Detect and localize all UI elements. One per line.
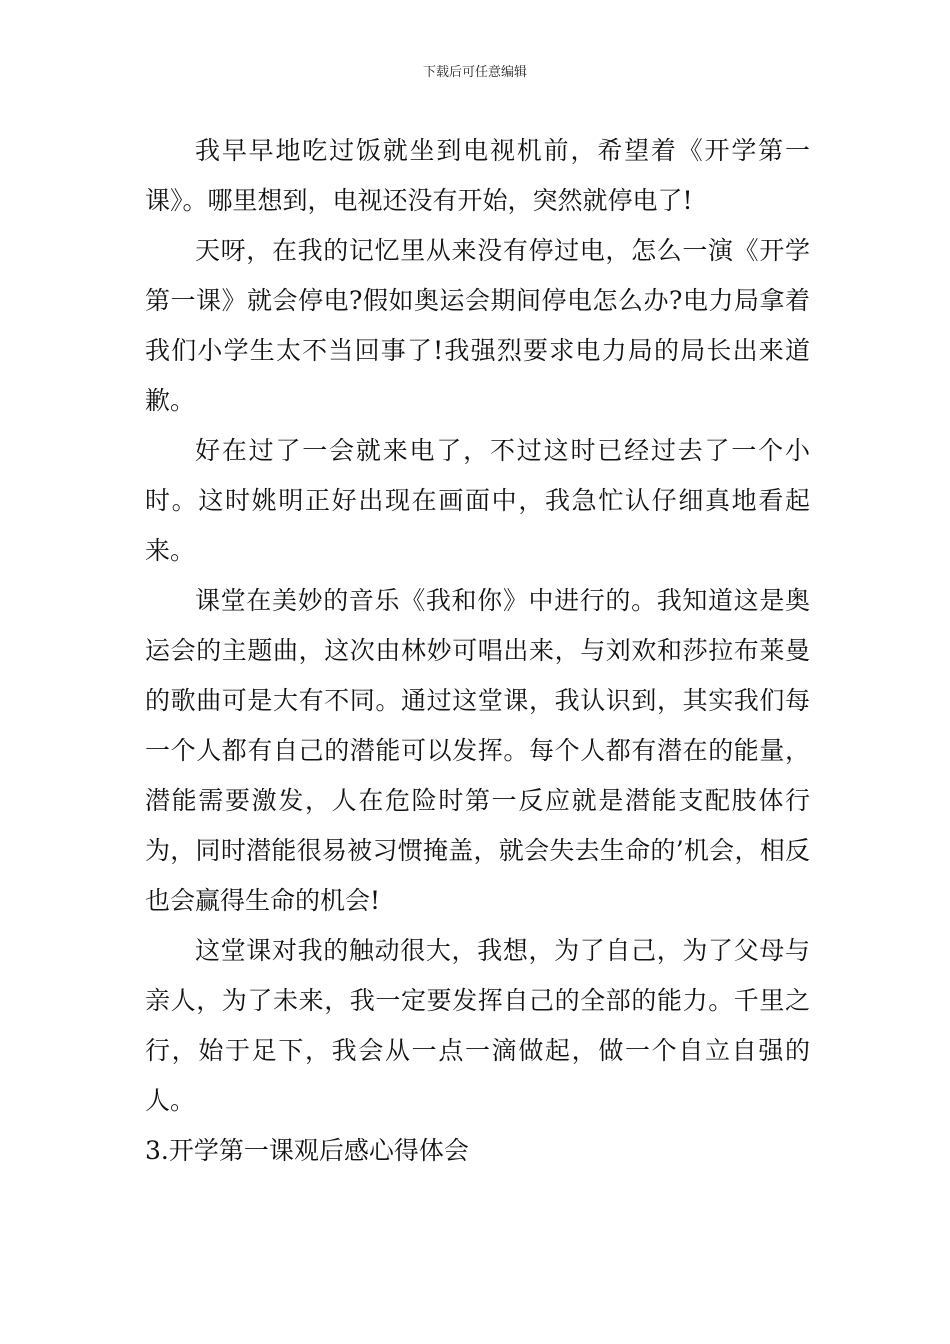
paragraph-4: 课堂在美妙的音乐《我和你》中进行的。我知道这是奥运会的主题曲，这次由林妙可唱出来，与刘欢和莎拉布莱曼的歌曲可是大有不同。通过这堂课，我认识到，其实我们每一个人都有自己的潜能可以发挥。每个人都有潜在的能量，潜能需要激发，人在危险时第一反应就是潜能支配肢体行为，同时潜能很易被习惯掩盖，就会失去生命的’机会，相反也会赢得生命的机会!	[145, 586, 810, 915]
paragraph-2: 天呀，在我的记忆里从来没有停过电，怎么一演《开学第一课》就会停电?假如奥运会期间停电怎么办?电力局拿着我们小学生太不当回事了!我强烈要求电力局的局长出来道歉。	[145, 236, 810, 415]
header-note: 下载后可任意编辑	[422, 65, 527, 80]
paragraph-1: 我早早地吃过饭就坐到电视机前，希望着《开学第一课》。哪里想到，电视还没有开始，突然就停电了!	[145, 136, 810, 215]
document-body	[145, 126, 810, 1176]
paragraph-3: 好在过了一会就来电了，不过这时已经过去了一个小时。这时姚明正好出现在画面中，我急忙认仔细真地看起来。	[145, 436, 810, 565]
section-title: 3.开学第一课观后感心得体会	[145, 1136, 469, 1165]
paragraph-5: 这堂课对我的触动很大，我想，为了自己，为了父母与亲人，为了未来，我一定要发挥自己的全部的能力。千里之行，始于足下，我会从一点一滴做起，做一个自立自强的人。	[145, 936, 810, 1115]
